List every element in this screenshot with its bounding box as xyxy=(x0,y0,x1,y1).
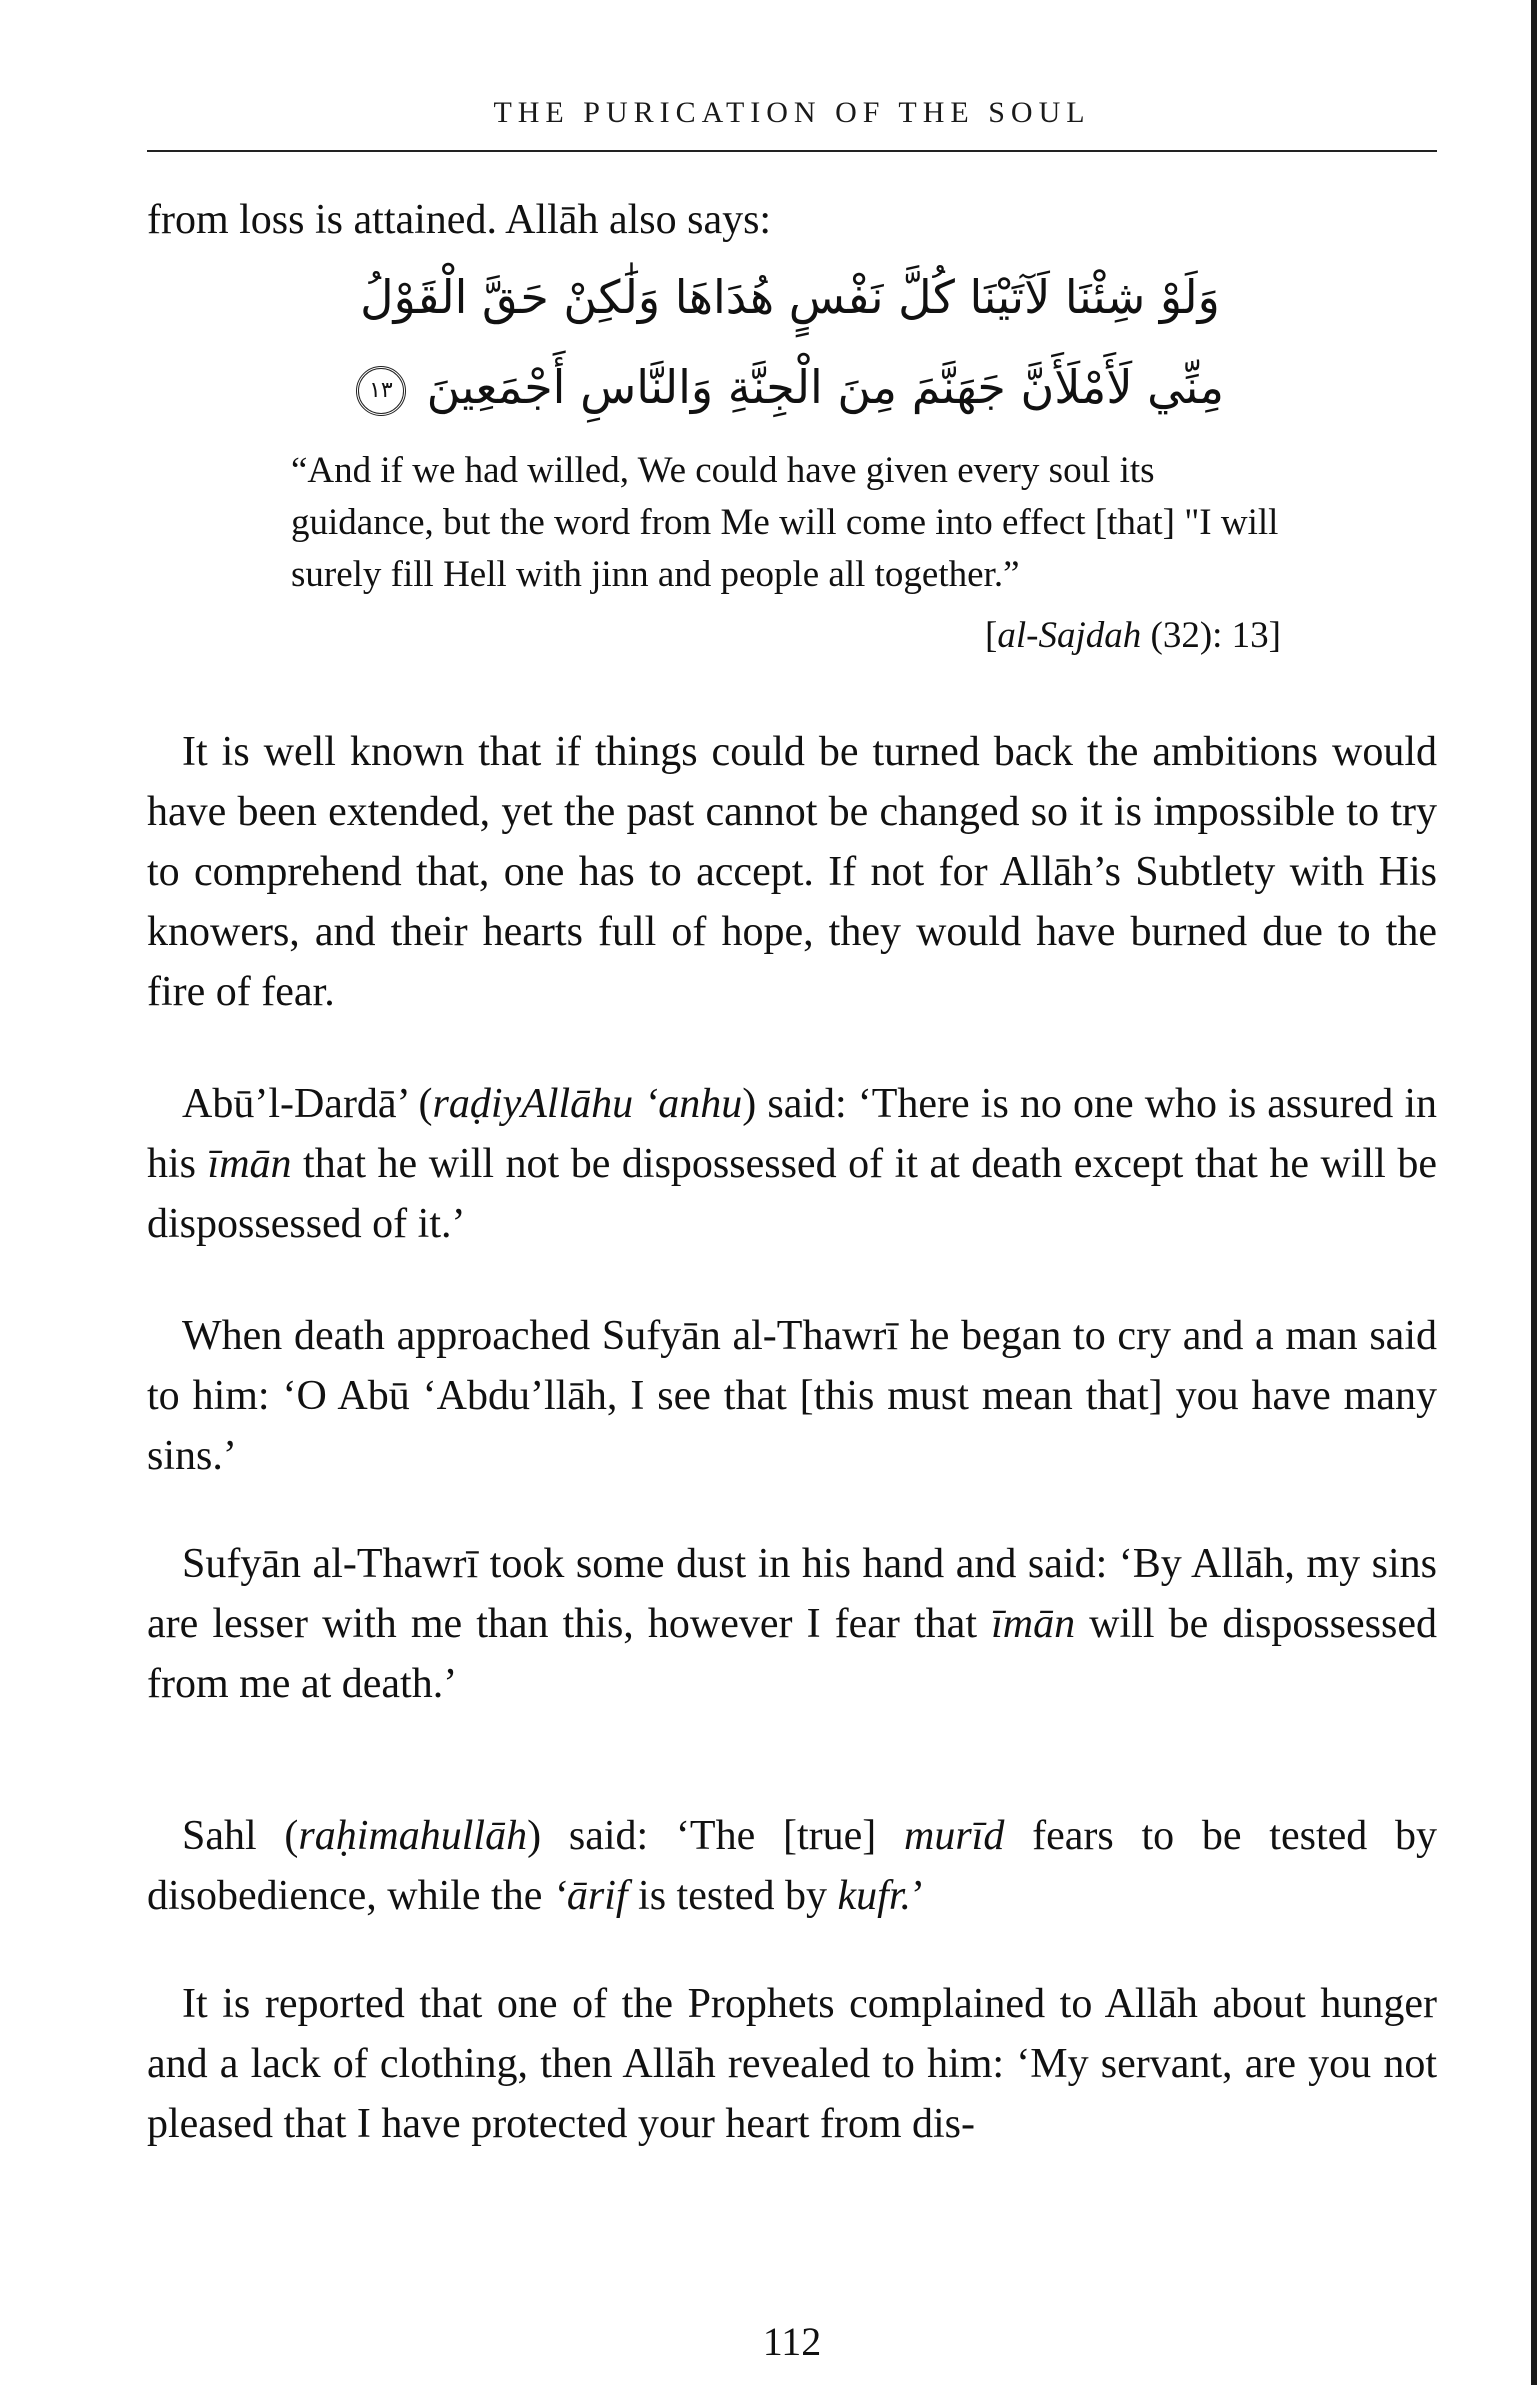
paragraph-4 xyxy=(147,1534,1437,1714)
verse-translation: “And if we had willed, We could have given every soul its guidance, but the word from Me will come into effect [that] "I will surely fill Hell with jinn and people all together.” xyxy=(291,450,1279,595)
ayah-number-mark: ١٣ xyxy=(356,366,406,416)
quran-line-2 xyxy=(300,342,1280,432)
p5-italic-1: raḥimahullāh xyxy=(298,1813,528,1859)
p5-text-d: is tested by xyxy=(627,1873,838,1919)
citation-reference: (32): 13] xyxy=(1141,615,1281,656)
running-head: THE PURICATION OF THE SOUL xyxy=(493,96,1091,129)
p2-text-c: that he will not be dispossessed of it at death except that he will be dispossessed of it.’ xyxy=(147,1141,1437,1247)
citation-source: al-Sajdah xyxy=(997,615,1142,656)
quran-line-2-text: مِنِّي لَأَمْلَأَنَّ جَهَنَّمَ مِنَ الْجِنَّةِ وَالنَّاسِ أَجْمَعِينَ xyxy=(426,360,1225,414)
quran-verse xyxy=(300,252,1280,432)
paragraph-3: When death approached Sufyān al-Thawrī he began to cry and a man said to him: ‘O Abū ‘Abdu’llāh, I see that [this must mean that] you have many sins.’ xyxy=(147,1313,1437,1479)
p2-text-a: Abū’l-Dardā’ ( xyxy=(182,1081,433,1127)
paragraph-5 xyxy=(147,1806,1437,1926)
paragraph-6: It is reported that one of the Prophets complained to Allāh about hunger and a lack of clothing, then Allāh revealed to him: ‘My servant, are you not pleased that I have protected your heart from dis- xyxy=(147,1981,1437,2147)
p5-text-b: ) said: ‘The [true] xyxy=(527,1813,904,1859)
p2-text-b: ) said: ‘There is no one who is assured in his xyxy=(147,1081,1437,1187)
quran-line-1: وَلَوْ شِئْنَا لَآتَيْنَا كُلَّ نَفْسٍ هُدَاهَا وَلَٰكِنْ حَقَّ الْقَوْلُ xyxy=(360,270,1220,324)
p5-italic-4: kufr. xyxy=(837,1873,912,1919)
p2-italic-1: raḍiyAllāhu ‘anhu xyxy=(432,1081,743,1127)
p4-text-a: Sufyān al-Thawrī took some dust in his hand and said: ‘By Allāh, my sins are lesser with me than this, however I fear that xyxy=(147,1541,1437,1647)
paragraph-2 xyxy=(147,1074,1437,1254)
page-edge xyxy=(1531,0,1537,2385)
header-rule xyxy=(147,150,1437,152)
p5-text-e: ’ xyxy=(911,1873,926,1919)
verse-citation: [al-Sajdah (32): 13] xyxy=(985,615,1281,656)
p5-italic-3: ‘ārif xyxy=(552,1873,628,1919)
opening-line: from loss is attained. Allāh also says: xyxy=(147,197,772,243)
p4-text-b: will be dispossessed from me at death.’ xyxy=(147,1601,1437,1707)
page-number: 112 xyxy=(762,2319,822,2364)
p5-italic-2: murīd xyxy=(904,1813,1005,1859)
p2-italic-2: īmān xyxy=(207,1141,292,1187)
p5-text-c: fears to be tested by disobedience, while the xyxy=(147,1813,1438,1919)
p5-text-a: Sahl ( xyxy=(182,1813,299,1859)
paragraph-1: It is well known that if things could be turned back the ambitions would have been extended, yet the past cannot be changed so it is impossible to try to comprehend that, one has to accept. If not for Allāh’s Subtlety with His knowers, and their hearts full of hope, they would have burned due to the fire of fear. xyxy=(147,729,1437,1015)
p4-italic-1: īmān xyxy=(991,1601,1076,1647)
